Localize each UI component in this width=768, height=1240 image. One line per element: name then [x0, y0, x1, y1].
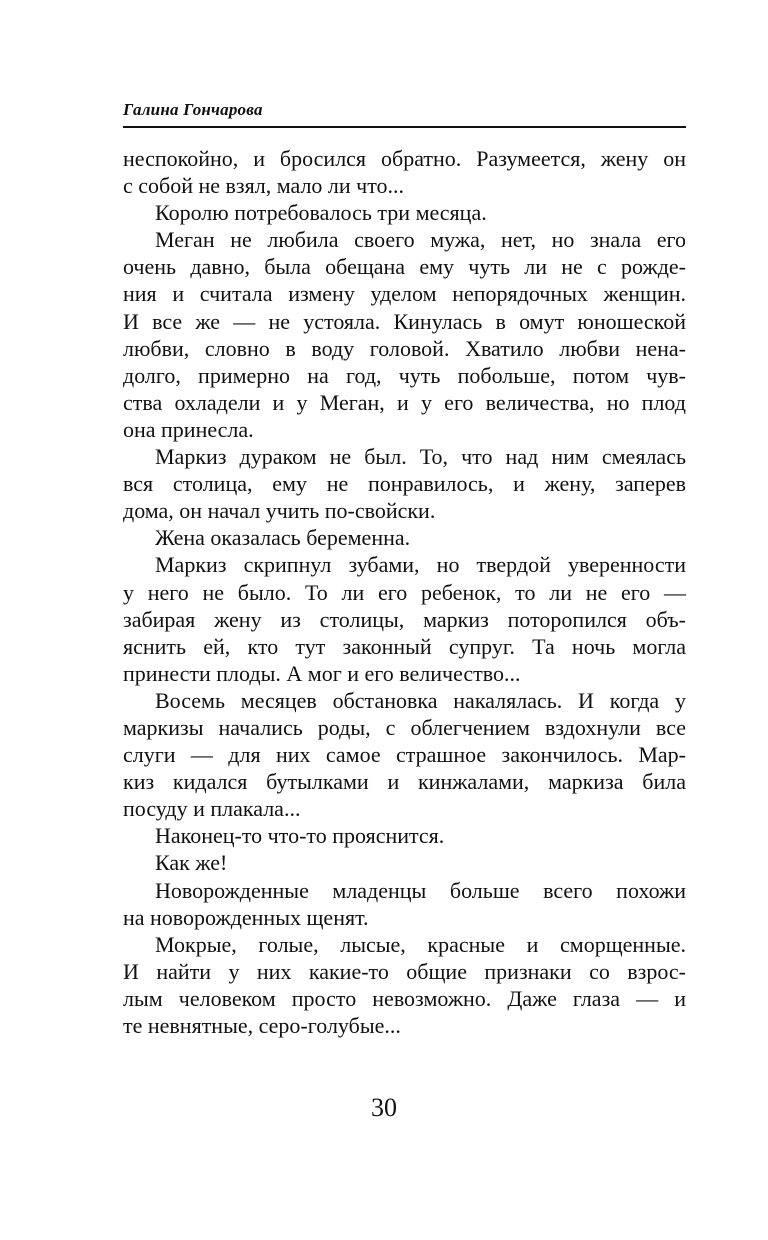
text-line: у него не было. То ли его ребенок, то ли не его —: [123, 579, 686, 605]
paragraph: [123, 822, 686, 849]
paragraph: [123, 226, 686, 443]
text-line: забирая жену из столицы, маркиз поторопился объ-: [123, 606, 686, 632]
paragraph: [123, 199, 686, 226]
text-line: посуду и плакала...: [123, 796, 301, 822]
text-line: те невнятные, серо-голубые...: [123, 1013, 401, 1038]
text-line: любви, словно в воду головой. Хватило любви нена-: [123, 335, 686, 361]
body-text: [123, 145, 686, 1039]
paragraph: [123, 877, 686, 931]
text-line: Жена оказалась беременна.: [155, 525, 411, 551]
text-line: яснить ей, кто тут законный супруг. Та ночь могла: [123, 633, 686, 659]
running-head: Галина Гончарова: [123, 100, 263, 119]
paragraph: [123, 931, 686, 1039]
text-line: с собой не взял, мало ли что...: [123, 173, 405, 199]
text-line: Маркиз скрипнул зубами, но твердой уверенности: [155, 552, 686, 578]
text-line: И найти у них какие-то общие признаки со взрос-: [123, 958, 686, 984]
text-line: неспокойно, и бросился обратно. Разумеется, жену он: [123, 146, 686, 171]
text-line: дома, он начал учить по-свойски.: [123, 498, 436, 524]
page-number: 30: [371, 1093, 397, 1122]
text-line: Восемь месяцев обстановка накалялась. И когда у: [155, 687, 686, 713]
text-line: ства охладели и у Меган, и у его величества, но плод: [123, 389, 686, 415]
text-line: Маркиз дураком не был. То, что над ним смеялась: [155, 444, 686, 470]
text-line: Наконец-то что-то прояснится.: [155, 823, 445, 849]
text-line: она принесла.: [123, 416, 254, 442]
text-line: И все же — не устояла. Кинулась в омут юношеской: [123, 308, 686, 334]
paragraph: [123, 443, 686, 524]
paragraph: [123, 145, 686, 199]
text-line: Новорожденные младенцы больше всего похожи: [155, 877, 686, 903]
text-line: вся столица, ему не понравилось, и жену, заперев: [123, 471, 686, 497]
text-line: маркизы начались роды, с облегчением вздохнули все: [123, 714, 686, 740]
paragraph: [123, 524, 686, 551]
paragraph: [123, 551, 686, 686]
text-line: Как же!: [155, 850, 228, 876]
text-line: долго, примерно на год, чуть побольше, потом чув-: [123, 362, 686, 388]
text-line: киз кидался бутылками и кинжалами, маркиза била: [123, 769, 686, 795]
text-line: Королю потребовалось три месяца.: [155, 200, 487, 226]
paragraph: [123, 687, 686, 822]
text-line: принести плоды. А мог и его величество...: [123, 660, 521, 686]
text-line: ния и считала измену уделом непорядочных женщин.: [123, 281, 686, 307]
text-line: Мокрые, голые, лысые, красные и сморщенные.: [155, 931, 686, 957]
text-line: лым человеком просто невозможно. Даже глаза — и: [123, 985, 686, 1011]
text-line: Меган не любила своего мужа, нет, но знала его: [155, 227, 686, 253]
text-line: очень давно, была обещана ему чуть ли не с рожде-: [123, 254, 686, 280]
header-rule: [123, 126, 686, 128]
text-line: слуги — для них самое страшное закончилось. Мар-: [123, 742, 686, 768]
paragraph: [123, 849, 686, 876]
text-line: на новорожденных щенят.: [123, 904, 369, 930]
